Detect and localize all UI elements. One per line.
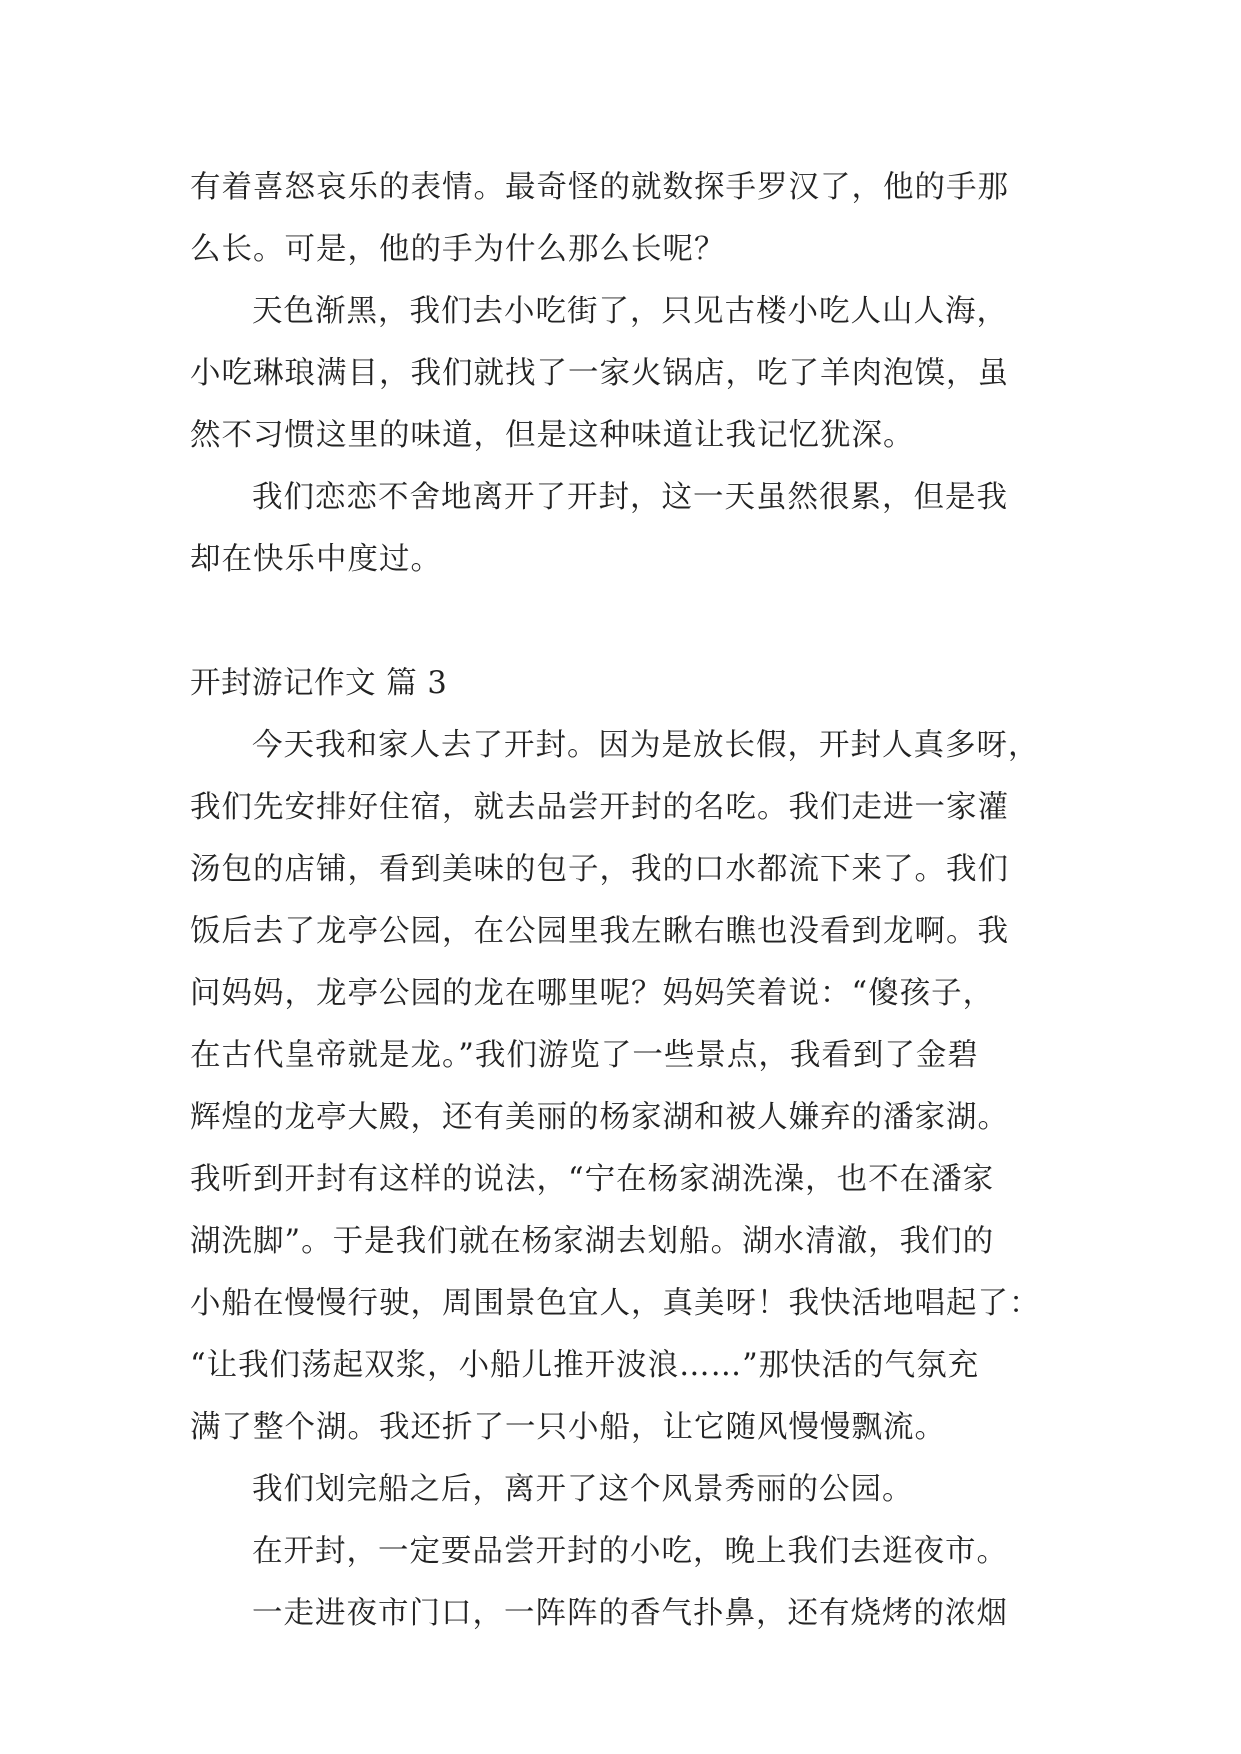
- paragraph-line: 天色渐黑，我们去小吃街了，只见古楼小吃人山人海，: [252, 294, 1008, 329]
- paragraph-line: 我们先安排好住宿，就去品尝开封的名吃。我们走进一家灌: [190, 790, 1009, 825]
- paragraph-line: 小船在慢慢行驶，周围景色宜人，真美呀！我快活地唱起了：: [190, 1286, 1041, 1321]
- paragraph-line: 满了整个湖。我还折了一只小船，让它随风慢慢飘流。: [190, 1410, 946, 1445]
- paragraph-line: 么长。可是，他的手为什么那么长呢？: [190, 232, 726, 267]
- paragraph-line: 我听到开封有这样的说法，“宁在杨家湖洗澡，也不在潘家: [190, 1162, 995, 1197]
- paragraph-line: 我们恋恋不舍地离开了开封，这一天虽然很累，但是我: [252, 480, 1008, 515]
- paragraph-line: 我们划完船之后，离开了这个风景秀丽的公园。: [252, 1472, 914, 1507]
- paragraph-line: 小吃琳琅满目，我们就找了一家火锅店，吃了羊肉泡馍，虽: [190, 356, 1009, 391]
- paragraph-line: 却在快乐中度过。: [190, 542, 442, 577]
- paragraph-line: 在古代皇帝就是龙。”我们游览了一些景点，我看到了金碧: [190, 1038, 979, 1073]
- paragraph-line: 在开封，一定要品尝开封的小吃，晚上我们去逛夜市。: [252, 1534, 1008, 1569]
- paragraph-line: 问妈妈，龙亭公园的龙在哪里呢？妈妈笑着说：“傻孩子，: [190, 976, 995, 1011]
- paragraph-line: “让我们荡起双浆，小船儿推开波浪……”那快活的气氛充: [190, 1348, 980, 1383]
- paragraph-line: 今天我和家人去了开封。因为是放长假，开封人真多呀，: [252, 728, 1040, 763]
- section-heading: 开封游记作文 篇 3: [190, 666, 448, 701]
- paragraph-line: 饭后去了龙亭公园，在公园里我左瞅右瞧也没看到龙啊。我: [190, 914, 1009, 949]
- paragraph-line: 一走进夜市门口，一阵阵的香气扑鼻，还有烧烤的浓烟: [252, 1596, 1008, 1631]
- paragraph-line: 汤包的店铺，看到美味的包子，我的口水都流下来了。我们: [190, 852, 1009, 887]
- paragraph-line: 然不习惯这里的味道，但是这种味道让我记忆犹深。: [190, 418, 915, 453]
- paragraph-line: 辉煌的龙亭大殿，还有美丽的杨家湖和被人嫌弃的潘家湖。: [190, 1100, 1009, 1135]
- paragraph-line: 湖洗脚”。于是我们就在杨家湖去划船。湖水清澈，我们的: [190, 1224, 995, 1259]
- paragraph-line: 有着喜怒哀乐的表情。最奇怪的就数探手罗汉了，他的手那: [190, 170, 1009, 205]
